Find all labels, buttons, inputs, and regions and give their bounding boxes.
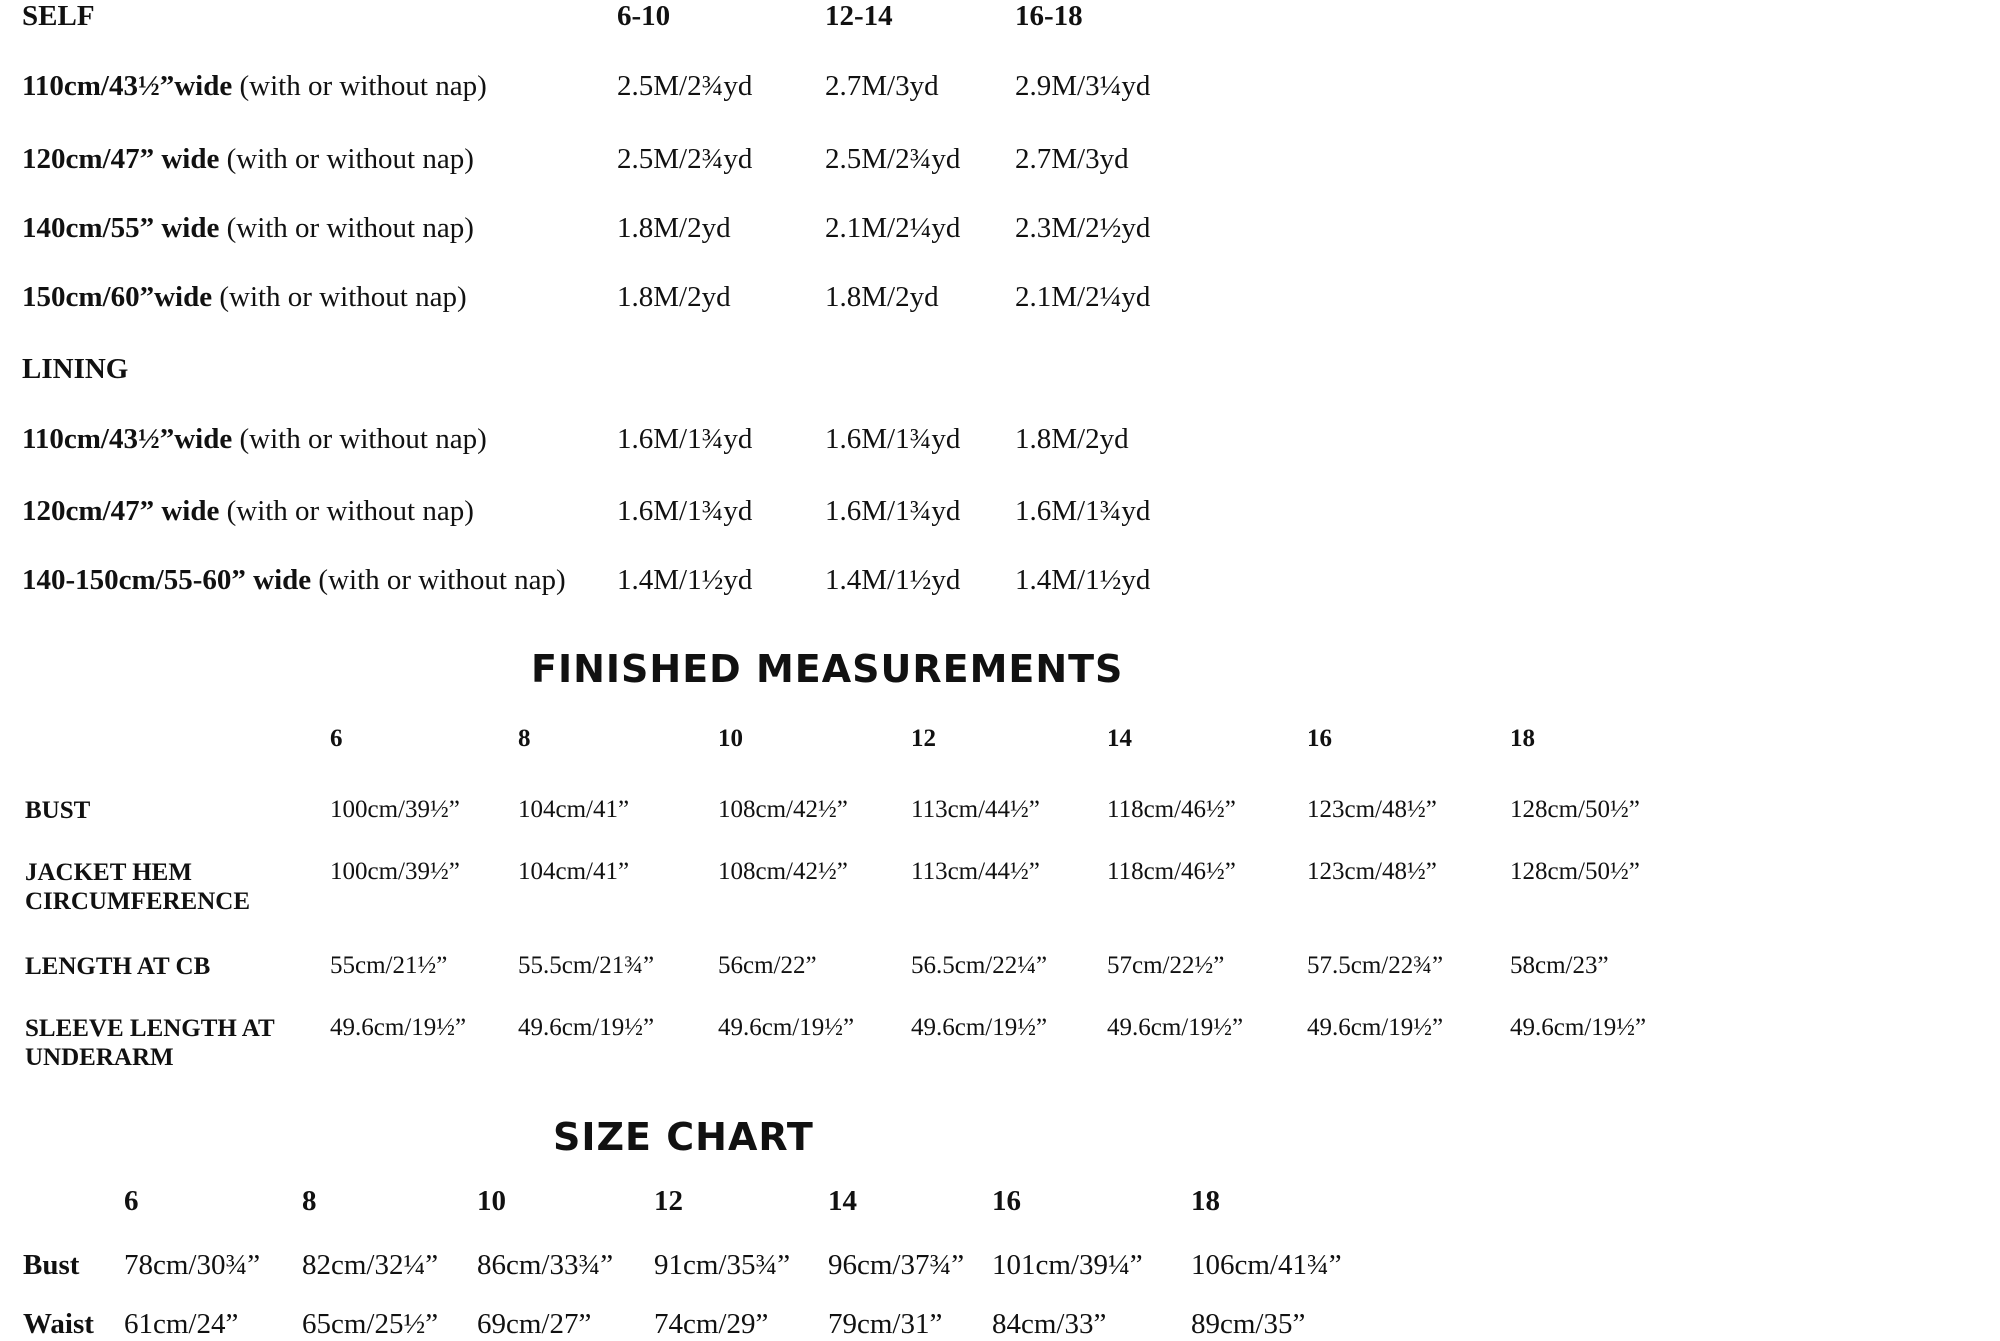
measurement-value: 118cm/46½” <box>1107 858 1236 885</box>
measurement-value: 49.6cm/19½” <box>518 1014 655 1041</box>
size-chart-value: 101cm/39¼” <box>992 1249 1143 1281</box>
self-fabric-row <box>22 70 487 103</box>
measurement-value: 55cm/21½” <box>330 952 448 979</box>
measurement-size-header: 10 <box>718 725 743 752</box>
measurement-value: 49.6cm/19½” <box>1510 1014 1647 1041</box>
size-chart-size-header: 8 <box>302 1185 317 1217</box>
yardage-value: 2.5M/2¾yd <box>825 143 961 175</box>
yardage-value: 1.4M/1½yd <box>1015 564 1151 596</box>
measurement-value: 56cm/22” <box>718 952 817 979</box>
size-chart-size-header: 6 <box>124 1185 139 1217</box>
measurement-size-header: 18 <box>1510 725 1535 752</box>
finished-measurements-title: FINISHED MEASUREMENTS <box>531 647 1124 691</box>
yardage-value: 1.4M/1½yd <box>617 564 753 596</box>
yardage-value: 2.5M/2¾yd <box>617 143 753 175</box>
measurement-size-header: 6 <box>330 725 343 752</box>
size-chart-value: 61cm/24” <box>124 1308 239 1340</box>
size-chart-value: 65cm/25½” <box>302 1308 439 1340</box>
measurement-size-header: 12 <box>911 725 936 752</box>
measurement-label: BUST <box>25 797 91 824</box>
fabric-width: 140cm/55” wide <box>22 212 220 244</box>
measurement-value: 118cm/46½” <box>1107 796 1236 823</box>
measurement-value: 49.6cm/19½” <box>1107 1014 1244 1041</box>
yardage-size-header: 16-18 <box>1015 0 1083 32</box>
size-chart-title: SIZE CHART <box>553 1115 814 1159</box>
fabric-note: (with or without nap) <box>239 70 487 102</box>
yardage-value: 1.6M/1¾yd <box>1015 495 1151 527</box>
measurement-value: 100cm/39½” <box>330 796 460 823</box>
lining-fabric-row <box>22 423 487 456</box>
self-fabric-row <box>22 281 467 314</box>
yardage-value: 1.4M/1½yd <box>825 564 961 596</box>
measurement-value: 56.5cm/22¼” <box>911 952 1048 979</box>
measurement-value: 123cm/48½” <box>1307 858 1437 885</box>
yardage-value: 2.9M/3¼yd <box>1015 70 1151 102</box>
size-chart-label: Bust <box>23 1249 80 1281</box>
yardage-size-header: 12-14 <box>825 0 893 32</box>
self-fabric-row <box>22 212 474 245</box>
lining-fabric-row <box>22 495 474 528</box>
measurement-value: 113cm/44½” <box>911 796 1040 823</box>
size-chart-size-header: 12 <box>654 1185 683 1217</box>
size-chart-value: 79cm/31” <box>828 1308 943 1340</box>
self-fabric-row <box>22 143 474 176</box>
yardage-value: 1.6M/1¾yd <box>617 423 753 455</box>
size-chart-value: 82cm/32¼” <box>302 1249 439 1281</box>
measurement-value: 108cm/42½” <box>718 796 848 823</box>
fabric-note: (with or without nap) <box>219 281 467 313</box>
fabric-note: (with or without nap) <box>226 212 474 244</box>
size-chart-size-header: 18 <box>1191 1185 1220 1217</box>
measurement-value: 49.6cm/19½” <box>718 1014 855 1041</box>
size-chart-value: 91cm/35¾” <box>654 1249 791 1281</box>
yardage-value: 2.7M/3yd <box>825 70 939 102</box>
yardage-value: 2.3M/2½yd <box>1015 212 1151 244</box>
yardage-value: 1.6M/1¾yd <box>617 495 753 527</box>
yardage-value: 2.7M/3yd <box>1015 143 1129 175</box>
measurement-value: 49.6cm/19½” <box>330 1014 467 1041</box>
measurement-value: 123cm/48½” <box>1307 796 1437 823</box>
fabric-note: (with or without nap) <box>226 143 474 175</box>
yardage-value: 2.1M/2¼yd <box>1015 281 1151 313</box>
size-chart-label: Waist <box>23 1308 94 1340</box>
measurement-value: 58cm/23” <box>1510 952 1609 979</box>
fabric-width: 140-150cm/55-60” wide <box>22 564 312 596</box>
yardage-value: 1.6M/1¾yd <box>825 423 961 455</box>
measurement-size-header: 14 <box>1107 725 1132 752</box>
measurement-value: 104cm/41” <box>518 796 630 823</box>
size-chart-value: 69cm/27” <box>477 1308 592 1340</box>
measurement-value: 57.5cm/22¾” <box>1307 952 1444 979</box>
yardage-value: 1.8M/2yd <box>617 212 731 244</box>
fabric-width: 120cm/47” wide <box>22 143 220 175</box>
measurement-label: SLEEVE LENGTH AT UNDERARM <box>25 1015 275 1071</box>
yardage-value: 1.8M/2yd <box>617 281 731 313</box>
fabric-width: 110cm/43½”wide <box>22 423 233 455</box>
size-chart-size-header: 16 <box>992 1185 1021 1217</box>
measurement-value: 55.5cm/21¾” <box>518 952 655 979</box>
measurement-value: 128cm/50½” <box>1510 858 1640 885</box>
yardage-size-header: 6-10 <box>617 0 671 32</box>
yardage-value: 1.8M/2yd <box>1015 423 1129 455</box>
size-chart-size-header: 10 <box>477 1185 506 1217</box>
fabric-note: (with or without nap) <box>318 564 566 596</box>
size-chart-size-header: 14 <box>828 1185 857 1217</box>
measurement-value: 49.6cm/19½” <box>1307 1014 1444 1041</box>
size-chart-value: 78cm/30¾” <box>124 1249 261 1281</box>
yardage-value: 1.6M/1¾yd <box>825 495 961 527</box>
measurement-size-header: 16 <box>1307 725 1332 752</box>
fabric-note: (with or without nap) <box>239 423 487 455</box>
measurement-label: JACKET HEM CIRCUMFERENCE <box>25 859 250 915</box>
size-chart-value: 106cm/41¾” <box>1191 1249 1342 1281</box>
measurement-value: 128cm/50½” <box>1510 796 1640 823</box>
lining-fabric-row <box>22 564 566 597</box>
size-chart-value: 89cm/35” <box>1191 1308 1306 1340</box>
yardage-value: 1.8M/2yd <box>825 281 939 313</box>
size-chart-value: 74cm/29” <box>654 1308 769 1340</box>
measurement-value: 49.6cm/19½” <box>911 1014 1048 1041</box>
measurement-label: LENGTH AT CB <box>25 953 211 980</box>
measurement-value: 100cm/39½” <box>330 858 460 885</box>
size-chart-value: 96cm/37¾” <box>828 1249 965 1281</box>
measurement-value: 57cm/22½” <box>1107 952 1225 979</box>
measurement-value: 108cm/42½” <box>718 858 848 885</box>
fabric-width: 110cm/43½”wide <box>22 70 233 102</box>
measurement-size-header: 8 <box>518 725 531 752</box>
yardage-value: 2.5M/2¾yd <box>617 70 753 102</box>
measurement-value: 113cm/44½” <box>911 858 1040 885</box>
fabric-width: 120cm/47” wide <box>22 495 220 527</box>
size-chart-value: 86cm/33¾” <box>477 1249 614 1281</box>
size-chart-value: 84cm/33” <box>992 1308 1107 1340</box>
measurement-value: 104cm/41” <box>518 858 630 885</box>
lining-heading: LINING <box>22 353 129 385</box>
fabric-note: (with or without nap) <box>226 495 474 527</box>
yardage-value: 2.1M/2¼yd <box>825 212 961 244</box>
self-heading: SELF <box>22 0 95 32</box>
fabric-width: 150cm/60”wide <box>22 281 213 313</box>
